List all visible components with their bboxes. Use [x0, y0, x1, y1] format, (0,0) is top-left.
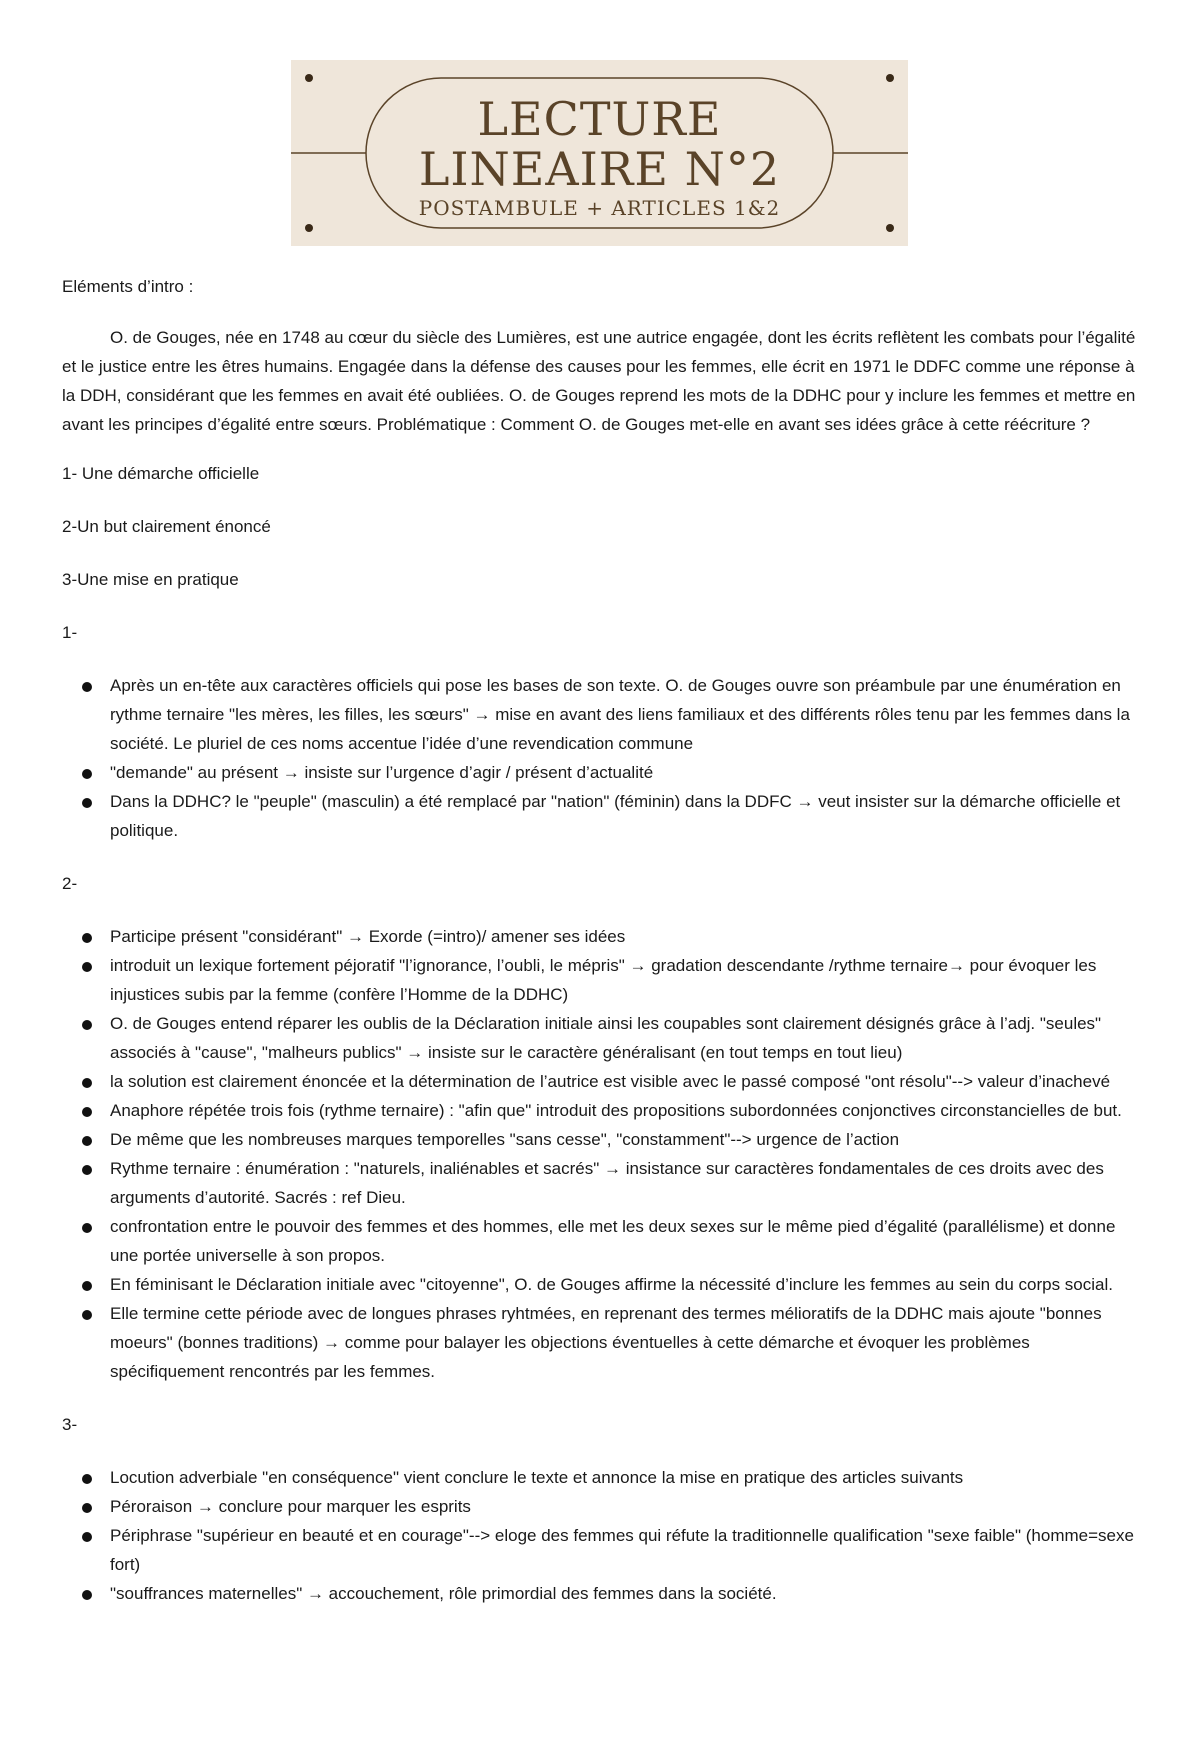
bullet-icon — [82, 1310, 92, 1320]
list-item: Elle termine cette période avec de longues phrases ryhtmées, en reprenant des termes mélioratifs de la DDHC mais ajoute "bonnes moeurs" (bonnes traditions) → comme pour balayer les objections éventuelles à cette démarche et évoquer les problèmes spécifiquement rencontrés par les femmes. — [110, 1299, 1142, 1386]
list-item: Rythme ternaire : énumération : "naturels, inaliénables et sacrés" → insistance sur caractères fondamentales de ces droits avec des arguments d’autorité. Sacrés : ref Dieu. — [110, 1154, 1142, 1212]
banner-title-line2: LINEAIRE N°2 — [418, 142, 781, 196]
banner-title-line1: LECTURE — [477, 92, 722, 146]
bullet-icon — [82, 1078, 92, 1088]
bullet-icon — [82, 1503, 92, 1513]
plan-item-2: 2-Un but clairement énoncé — [62, 517, 271, 536]
bullet-icon — [82, 1136, 92, 1146]
bullet-icon — [82, 682, 92, 692]
section-heading-3: 3- — [62, 1415, 78, 1434]
list-item: Anaphore répétée trois fois (rythme ternaire) : "afin que" introduit des propositions subordonnées conjonctives circonstancielles de but. — [110, 1096, 1142, 1125]
list-item: De même que les nombreuses marques temporelles "sans cesse", "constamment"--> urgence de l’action — [110, 1125, 1142, 1154]
list-item: Après un en-tête aux caractères officiels qui pose les bases de son texte. O. de Gouges ouvre son préambule par une énumération en rythme ternaire "les mères, les filles, les sœurs" → mise en avant des liens familiaux et des différents rôles tenu par les femmes dans la société. Le pluriel de ces noms accentue l’idée d’une revendication commune — [110, 671, 1142, 758]
bullet-icon — [82, 1590, 92, 1600]
intro-heading: Eléments d’intro : — [62, 277, 194, 296]
bullet-icon — [82, 1532, 92, 1542]
bullet-icon — [82, 962, 92, 972]
bullet-icon — [82, 1107, 92, 1117]
banner-subtitle: POSTAMBULE + ARTICLES 1&2 — [418, 196, 781, 220]
bullet-icon — [82, 1020, 92, 1030]
list-item: En féminisant le Déclaration initiale avec "citoyenne", O. de Gouges affirme la nécessité d’inclure les femmes au sein du corps social. — [110, 1270, 1142, 1299]
section-3-bullets — [62, 1463, 1142, 1608]
list-item: Péroraison → conclure pour marquer les esprits — [110, 1492, 1142, 1521]
list-item: O. de Gouges entend réparer les oublis de la Déclaration initiale ainsi les coupables sont clairement désignés grâce à l’adj. "seules" associés à "cause", "malheurs publics" → insiste sur le caractère généralisant (en tout temps en tout lieu) — [110, 1009, 1142, 1067]
section-2-bullets — [62, 922, 1142, 1386]
plan-item-1: 1- Une démarche officielle — [62, 464, 260, 483]
bullet-icon — [82, 1165, 92, 1175]
list-item: Dans la DDHC? le "peuple" (masculin) a été remplacé par "nation" (féminin) dans la DDFC → veut insister sur la démarche officielle et politique. — [110, 787, 1142, 845]
bullet-icon — [82, 1474, 92, 1484]
list-item: introduit un lexique fortement péjoratif "l’ignorance, l’oubli, le mépris" → gradation descendante /rythme ternaire→ pour évoquer les injustices subis par la femme (confère l’Homme de la DDHC) — [110, 951, 1142, 1009]
list-item: "demande" au présent → insiste sur l’urgence d’agir / présent d’actualité — [110, 758, 1142, 787]
section-heading-1: 1- — [62, 623, 78, 642]
list-item: Participe présent "considérant" → Exorde (=intro)/ amener ses idées — [110, 922, 1142, 951]
bullet-icon — [82, 798, 92, 808]
list-item: la solution est clairement énoncée et la détermination de l’autrice est visible avec le passé composé "ont résolu"--> valeur d’inachevé — [110, 1067, 1142, 1096]
list-item: Périphrase "supérieur en beauté et en courage"--> eloge des femmes qui réfute la traditionnelle qualification "sexe faible" (homme=sexe fort) — [110, 1521, 1142, 1579]
section-1-bullets — [62, 671, 1142, 845]
list-item: Locution adverbiale "en conséquence" vient conclure le texte et annonce la mise en pratique des articles suivants — [110, 1463, 1142, 1492]
title-banner — [291, 60, 908, 246]
bullet-icon — [82, 933, 92, 943]
list-item: confrontation entre le pouvoir des femmes et des hommes, elle met les deux sexes sur le même pied d’égalité (parallélisme) et donne une portée universelle à son propos. — [110, 1212, 1142, 1270]
plan-item-3: 3-Une mise en pratique — [62, 570, 239, 589]
list-item: "souffrances maternelles" → accouchement, rôle primordial des femmes dans la société. — [110, 1579, 1142, 1608]
section-heading-2: 2- — [62, 874, 78, 893]
bullet-icon — [82, 1223, 92, 1233]
bullet-icon — [82, 1281, 92, 1291]
bullet-icon — [82, 769, 92, 779]
document-body — [62, 272, 1142, 1632]
intro-paragraph: O. de Gouges, née en 1748 au cœur du siècle des Lumières, est une autrice engagée, dont les écrits reflètent les combats pour l’égalité et le justice entre les êtres humains. Engagée dans la défense des causes pour les femmes, elle écrit en 1971 le DDFC comme une réponse à la DDH, considérant que les femmes en avait été oubliées. O. de Gouges reprend les mots de la DDHC pour y inclure les femmes et mettre en avant les principes d’égalité entre sœurs. Problématique : Comment O. de Gouges met-elle en avant ses idées grâce à cette réécriture ? — [62, 328, 1136, 434]
